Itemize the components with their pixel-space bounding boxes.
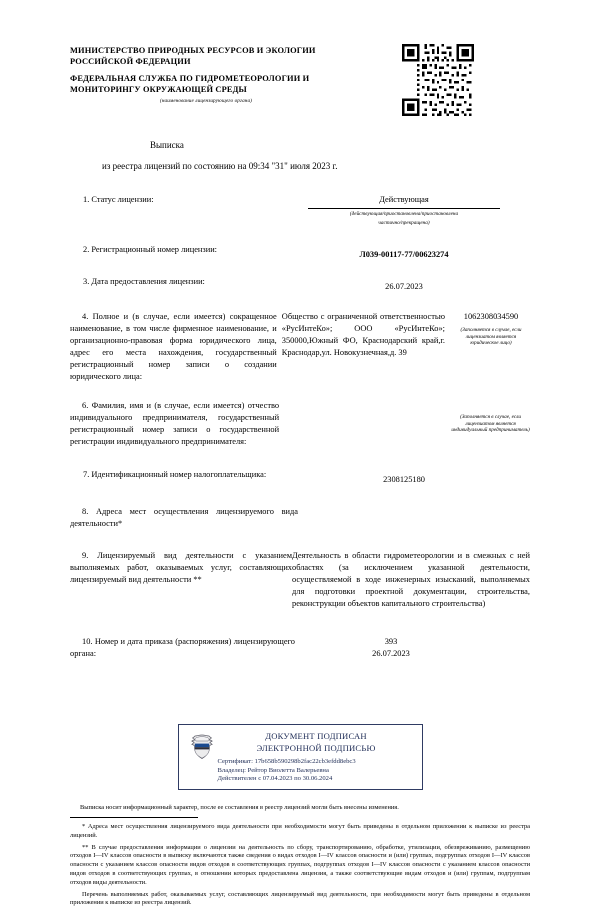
- field-entrepreneur-side-note: (Заполняется в случае, если лицензиатом является индивидуальный предприниматель): [451, 414, 530, 434]
- document-header: [70, 44, 530, 116]
- field-reg-number-value-wrap: [308, 244, 500, 262]
- field-status-value-wrap: [308, 194, 500, 226]
- service-name-line2: МОНИТОРИНГУ ОКРУЖАЮЩЕЙ СРЕДЫ: [70, 84, 247, 94]
- field-activity-value: Деятельность в области гидрометеорологии и в смежных с ней областях (за исключением указанной деятельности, осуществляемой в ходе инженерных изысканий, выполняемых для подготовки проектной документации, строительства, реконструкции объектов капитального строительства): [292, 551, 530, 609]
- field-activity-value-wrap: [292, 550, 530, 610]
- field-reg-number-label: 2. Регистрационный номер лицензии:: [83, 245, 218, 255]
- field-status-caption-line1: (действующая/приостановлена/приостановлена: [349, 211, 459, 217]
- electronic-signature-stamp: [70, 724, 530, 790]
- signature-title-line1: ДОКУМЕНТ ПОДПИСАН: [265, 731, 367, 742]
- field-legal-entity-label: 4. Полное и (в случае, если имеется) сокращенное наименование, в том числе фирменное наименование, и организационно-правовая форма юридического лица, адрес его места нахождения, государственный регистрационный номер записи о создании юридического лица:: [70, 312, 277, 382]
- field-grant-date-value-wrap: [308, 276, 500, 294]
- field-reg-number: [70, 244, 530, 262]
- field-status-underline: [308, 208, 500, 209]
- field-status-value: Действующая: [379, 195, 429, 204]
- field-status: [70, 194, 530, 226]
- footnote-divider: [70, 817, 198, 818]
- informational-disclaimer: Выписка носит информационный характер, после ее составления в реестр лицензий могли быть внесены изменения.: [80, 803, 399, 811]
- signature-owner-value: Рейтор Виолетта Валерьевна: [247, 766, 329, 774]
- signature-text-block: [218, 730, 415, 784]
- field-status-caption-line2: частично/прекращена): [378, 219, 430, 226]
- field-order-label: 10. Номер и дата приказа (распоряжения) лицензирующего органа:: [70, 637, 295, 659]
- signature-title-line2: ЭЛЕКТРОННОЙ ПОДПИСЬЮ: [256, 743, 376, 754]
- footnote-2: ** В случае предоставления информации о лицензии на деятельность по сбору, транспортированию, обработке, утилизации, обезвреживанию, размещению отходов I—IV классов опасности в выписку включаются также сведения о видах отходов I—IV классов опасности и (или) группах, подгруппах отходов I—IV классов опасности с указанием классов опасности видов отходов в соответствующих группах, подгруппах отходов I—IV классов опасности с указанием классов опасности видов отходов в соответствующих группах, в отношении которых предоставлена лицензия, а также соответствующие видам отходов и (или) группам, подгруппам отходов виды деятельности.: [70, 843, 530, 886]
- signature-validity-value: с 07.04.2023 по 30.06.2024: [258, 775, 333, 783]
- signature-meta: [218, 758, 415, 784]
- field-status-label: 1. Статус лицензии:: [83, 195, 154, 204]
- field-inn-value: 2308125180: [383, 475, 425, 485]
- russian-coat-of-arms-icon: [186, 730, 218, 765]
- field-addresses-label: 8. Адреса мест осуществления лицензируемого вида деятельности*: [70, 507, 298, 529]
- signature-certificate-value: 17b658b590298b2fac22cb3efdd8ebc3: [254, 758, 356, 766]
- field-grant-date: [70, 276, 530, 294]
- field-grant-date-value: 26.07.2023: [385, 282, 423, 292]
- field-legal-entity: [70, 311, 530, 383]
- field-entrepreneur-label: 6. Фамилия, имя и (в случае, если имеется) отчество индивидуального предпринимателя, государственный регистрационный номер записи о государственной регистрации индивидуального предпринимателя:: [70, 401, 280, 447]
- signature-box: [178, 724, 423, 790]
- footnote-3: Перечень выполняемых работ, оказываемых услуг, составляющих лицензируемый вид деятельности, при необходимости могут быть приведены в отдельном приложении к выписке из реестра лицензий.: [70, 890, 530, 907]
- field-order-date: 26.07.2023: [372, 649, 410, 659]
- document-content: [70, 44, 530, 908]
- signature-owner-label: Владелец:: [217, 766, 246, 774]
- signature-validity-label: Действителен: [217, 775, 257, 783]
- field-activity-label: 9. Лицензируемый вид деятельности с указанием выполняемых работ, оказываемых услуг, составляющих лицензируемый вид деятельности **: [70, 551, 292, 585]
- field-legal-entity-side-note: (Заполняется в случае, если лицензиатом является юридическое лицо): [460, 327, 522, 347]
- issuing-authority-block: [70, 44, 342, 104]
- field-activity: [70, 550, 530, 610]
- signature-validity-row: [218, 775, 415, 784]
- page-subtitle: из реестра лицензий по состоянию на 09:34 "31" июля 2023 г.: [102, 161, 338, 171]
- field-order-number: 393: [384, 637, 398, 647]
- field-legal-entity-ogrn: 1062308034590: [463, 312, 519, 322]
- ministry-name-line2: РОССИЙСКОЙ ФЕДЕРАЦИИ: [70, 56, 191, 66]
- field-inn-value-wrap: [308, 469, 500, 487]
- field-reg-number-value: Л039-00117-77/00623274: [359, 250, 449, 260]
- footnote-1: * Адреса мест осуществления лицензируемого вида деятельности при необходимости могут быть приведены в отдельном приложении к выписке из реестра лицензий.: [70, 822, 530, 839]
- field-inn: [70, 469, 530, 487]
- signature-certificate-row: [218, 758, 415, 767]
- issuing-authority-caption: (наименование лицензирующего органа): [160, 98, 252, 105]
- qr-code-icon: [402, 44, 474, 116]
- service-name-line1: ФЕДЕРАЛЬНАЯ СЛУЖБА ПО ГИДРОМЕТЕОРОЛОГИИ И: [70, 74, 310, 84]
- signature-owner-row: [218, 767, 415, 776]
- field-inn-label: 7. Идентификационный номер налогоплательщика:: [83, 470, 267, 480]
- ministry-name-line1: МИНИСТЕРСТВО ПРИРОДНЫХ РЕСУРСОВ И ЭКОЛОГИИ: [70, 46, 316, 55]
- field-grant-date-label: 3. Дата предоставления лицензии:: [83, 277, 205, 287]
- field-order-value-wrap: [295, 636, 487, 660]
- field-legal-entity-value: Общество с ограниченной ответственностью «РусИнтеКо»; ООО «РусИнтеКо»; 350000,Южный ФО, Краснодарский край,г. Краснодар,ул. Новокузнечная,д. 39: [281, 312, 445, 358]
- field-legal-entity-side-note-wrap: [445, 311, 530, 347]
- field-order: [70, 636, 530, 660]
- field-legal-entity-value-wrap: [277, 311, 445, 359]
- page-title: Выписка: [150, 140, 184, 150]
- field-entrepreneur: [70, 400, 530, 448]
- signature-certificate-label: Сертификат:: [217, 758, 253, 766]
- field-addresses: [70, 506, 530, 530]
